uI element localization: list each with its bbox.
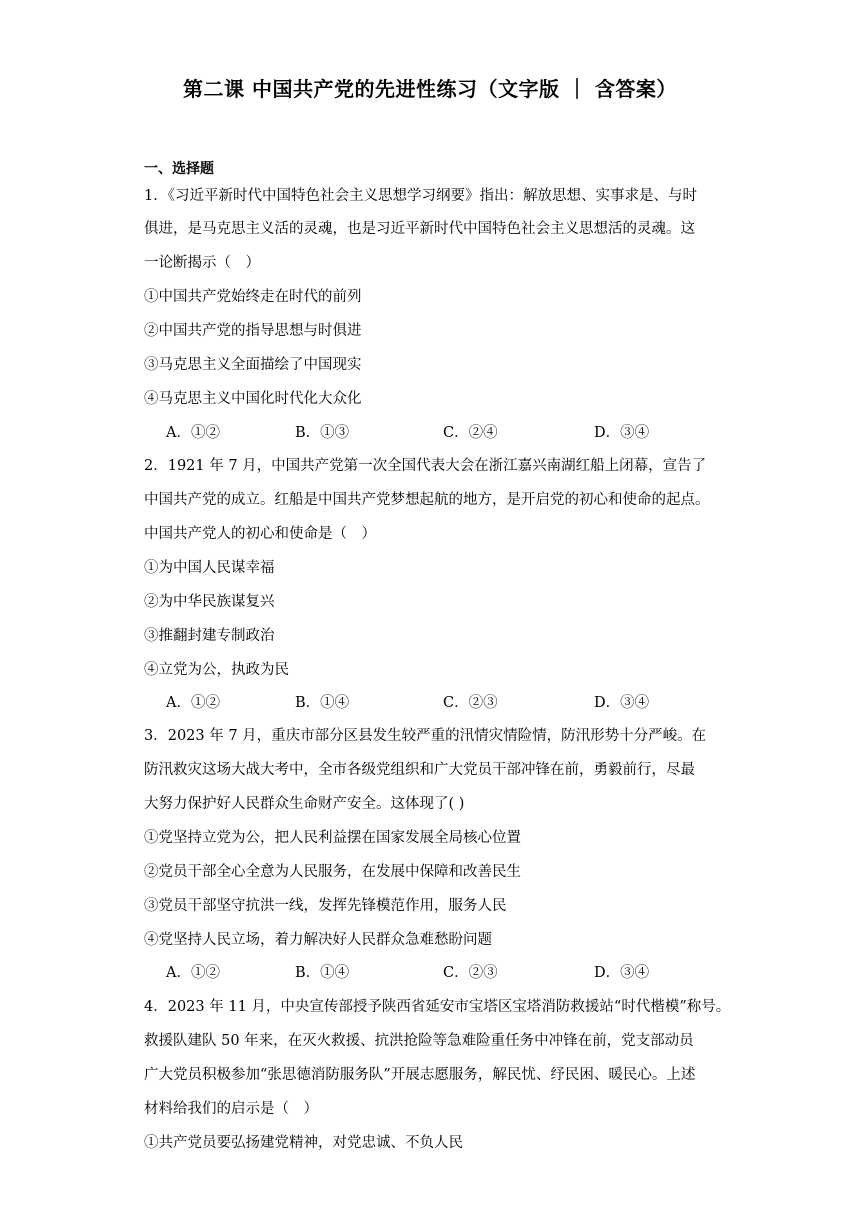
question-3-item-1: ①党坚持立党为公，把人民利益摆在国家发展全局核心位置 — [144, 830, 521, 846]
question-4-stem-line-3: 广大党员积极参加“张思德消防服务队”开展志愿服务，解民忧、纾民困、暖民心。上述 — [144, 1067, 696, 1083]
question-1-option-d[interactable]: D．③④ — [594, 425, 650, 441]
question-1-item-3: ③马克思主义全面描绘了中国现实 — [144, 357, 362, 373]
question-3-item-2: ②党员干部全心全意为人民服务，在发展中保障和改善民生 — [144, 864, 521, 880]
question-2-item-3: ③推翻封建专制政治 — [144, 628, 275, 644]
question-1-item-2: ②中国共产党的指导思想与时俱进 — [144, 323, 362, 339]
question-2-item-2: ②为中华民族谋复兴 — [144, 594, 275, 610]
question-3-stem-line-2: 防汛救灾这场大战大考中，全市各级党组织和广大党员干部冲锋在前，勇毅前行，尽最 — [144, 762, 695, 778]
question-1-option-b[interactable]: B．①③ — [295, 425, 350, 441]
question-3-option-b[interactable]: B．①④ — [295, 965, 350, 981]
question-2-stem-line-1: 2．1921 年 7 月，中国共产党第一次全国代表大会在浙江嘉兴南湖红船上闭幕，宣告了 — [144, 458, 707, 474]
question-4-stem-line-1: 4．2023 年 11 月，中央宣传部授予陕西省延安市宝塔区宝塔消防救援站“时代楷模”称号。 — [144, 999, 731, 1015]
question-4-stem-line-2: 救援队建队 50 年来，在灭火救援、抗洪抢险等急难险重任务中冲锋在前，党支部动员 — [144, 1033, 694, 1049]
question-3-stem-line-3: 大努力保护好人民群众生命财产安全。这体现了( ) — [144, 796, 465, 812]
question-2-item-4: ④立党为公，执政为民 — [144, 662, 289, 678]
question-3-item-4: ④党坚持人民立场，着力解决好人民群众急难愁盼问题 — [144, 932, 492, 948]
section-heading: 一、选择题 — [144, 161, 214, 177]
question-1-stem-line-2: 俱进，是马克思主义活的灵魂，也是习近平新时代中国特色社会主义思想活的灵魂。这 — [144, 221, 695, 237]
question-1-stem-line-1: 1．《习近平新时代中国特色社会主义思想学习纲要》指出：解放思想、实事求是、与时 — [144, 188, 697, 204]
question-1-item-4: ④马克思主义中国化时代化大众化 — [144, 391, 362, 407]
question-2-option-d[interactable]: D．③④ — [594, 695, 650, 711]
question-2-item-1: ①为中国人民谋幸福 — [144, 560, 275, 576]
question-3-option-c[interactable]: C．②③ — [443, 965, 498, 981]
question-2-option-b[interactable]: B．①④ — [295, 695, 350, 711]
question-1-option-a[interactable]: A．①② — [166, 425, 220, 441]
question-3-item-3: ③党员干部坚守抗洪一线，发挥先锋模范作用，服务人民 — [144, 898, 507, 914]
question-1-item-1: ①中国共产党始终走在时代的前列 — [144, 289, 362, 305]
question-2-option-a[interactable]: A．①② — [166, 695, 220, 711]
question-2-option-c[interactable]: C．②③ — [443, 695, 498, 711]
question-3-option-a[interactable]: A．①② — [166, 965, 220, 981]
question-3-option-d[interactable]: D．③④ — [594, 965, 650, 981]
question-1-stem-line-3: 一论断揭示（ ） — [144, 255, 260, 271]
question-4-stem-line-4: 材料给我们的启示是（ ） — [144, 1101, 318, 1117]
question-2-stem-line-2: 中国共产党的成立。红船是中国共产党梦想起航的地方，是开启党的初心和使命的起点。 — [144, 492, 710, 508]
question-4-item-1: ①共产党员要弘扬建党精神，对党忠诚、不负人民 — [144, 1135, 463, 1151]
question-3-stem-line-1: 3．2023 年 7 月，重庆市部分区县发生较严重的汛情灾情险情，防汛形势十分严峻。在 — [144, 728, 707, 744]
page-title: 第二课 中国共产党的先进性练习（文字版 ｜ 含答案） — [183, 77, 677, 101]
question-1-option-c[interactable]: C．②④ — [443, 425, 498, 441]
question-2-stem-line-3: 中国共产党人的初心和使命是（ ） — [144, 526, 376, 542]
